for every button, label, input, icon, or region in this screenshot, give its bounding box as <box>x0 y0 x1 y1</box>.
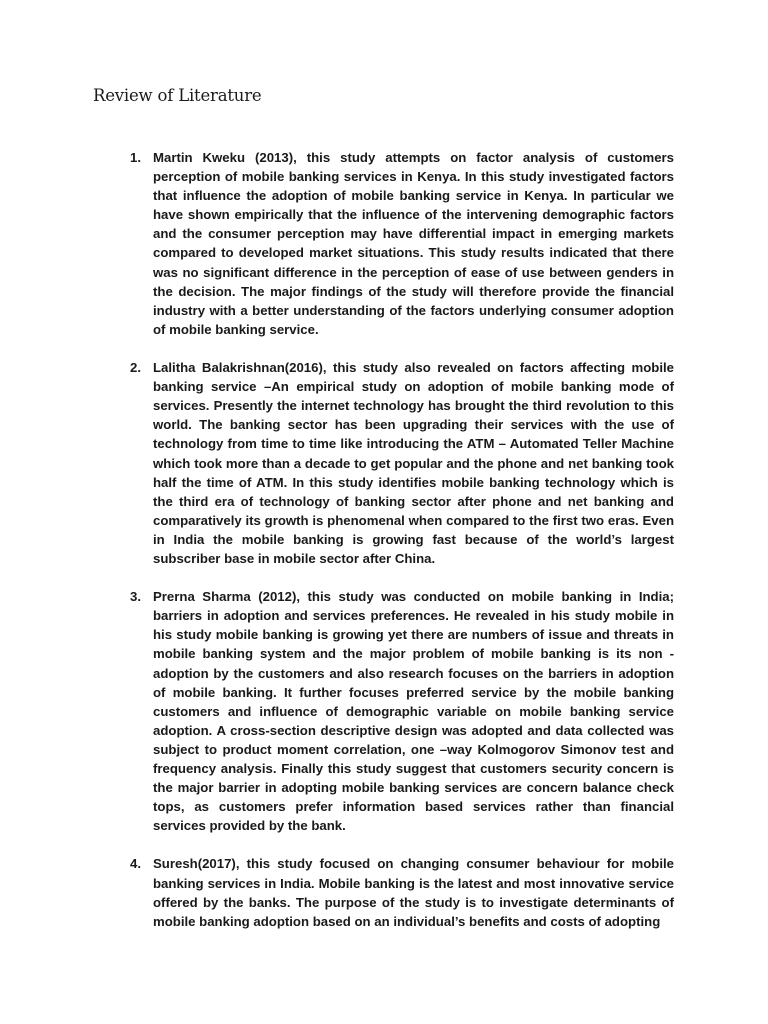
list-item-text: Martin Kweku (2013), this study attempts on factor analysis of customers perception of mobile banking services in Kenya. In this study investigated factors that influence the adoption of mobile banking service in Kenya. In particular we have shown empirically that the influence of the intervening demographic factors and the consumer perception may have differential impact in emerging markets compared to developed market situations. This study results indicated that there was no significant difference in the perception of ease of use between genders in the decision. The major findings of the study will therefore provide the financial industry with a better understanding of the factors underlying consumer adoption of mobile banking service. <box>153 150 674 337</box>
list-item-text: Lalitha Balakrishnan(2016), this study also revealed on factors affecting mobile banking service –An empirical study on adoption of mobile banking mode of services. Presently the internet technology has brought the third revolution to this world. The banking sector has been upgrading their services with the use of technology from time to time like introducing the ATM – Automated Teller Machine which took more than a decade to get popular and the phone and net banking took half the time of ATM. In this study identifies mobile banking technology which is the third era of technology of banking sector after phone and net banking and comparatively its growth is phenomenal when compared to the first two eras. Even in India the mobile banking is growing fast because of the world’s largest subscriber base in mobile sector after China. <box>153 360 674 566</box>
page-title: Review of Literature <box>93 86 262 105</box>
list-item <box>130 358 674 568</box>
list-item <box>130 587 674 835</box>
list-item-text: Suresh(2017), this study focused on changing consumer behaviour for mobile banking services in India. Mobile banking is the latest and most innovative service offered by the banks. The purpose of the study is to investigate determinants of mobile banking adoption based on an individual’s benefits and costs of adopting <box>153 856 674 929</box>
list-item-number: 2. <box>130 360 141 376</box>
list-item-number: 4. <box>130 856 141 872</box>
list-item-number: 1. <box>130 150 141 165</box>
list-item-text: Prerna Sharma (2012), this study was conducted on mobile banking in India; barriers in adoption and services preferences. He revealed in his study mobile in his study mobile banking is growing yet there are numbers of issue and threats in mobile banking system and the major problem of mobile banking is its non -adoption by the customers and also research focuses on the barriers in adoption of mobile banking. It further focuses preferred service by the mobile banking customers and influence of demographic variable on mobile banking service adoption. A cross-section descriptive design was adopted and data collected was subject to product moment correlation, one –way Kolmogorov Simonov test and frequency analysis. Finally this study suggest that customers security concern is the major barrier in adopting mobile banking services are concern balance check tops, as customers prefer information based services rather than financial services provided by the bank. <box>153 589 674 834</box>
list-item <box>130 148 674 339</box>
list-item-number: 3. <box>130 589 141 605</box>
literature-list <box>130 148 674 950</box>
list-item <box>130 854 674 930</box>
